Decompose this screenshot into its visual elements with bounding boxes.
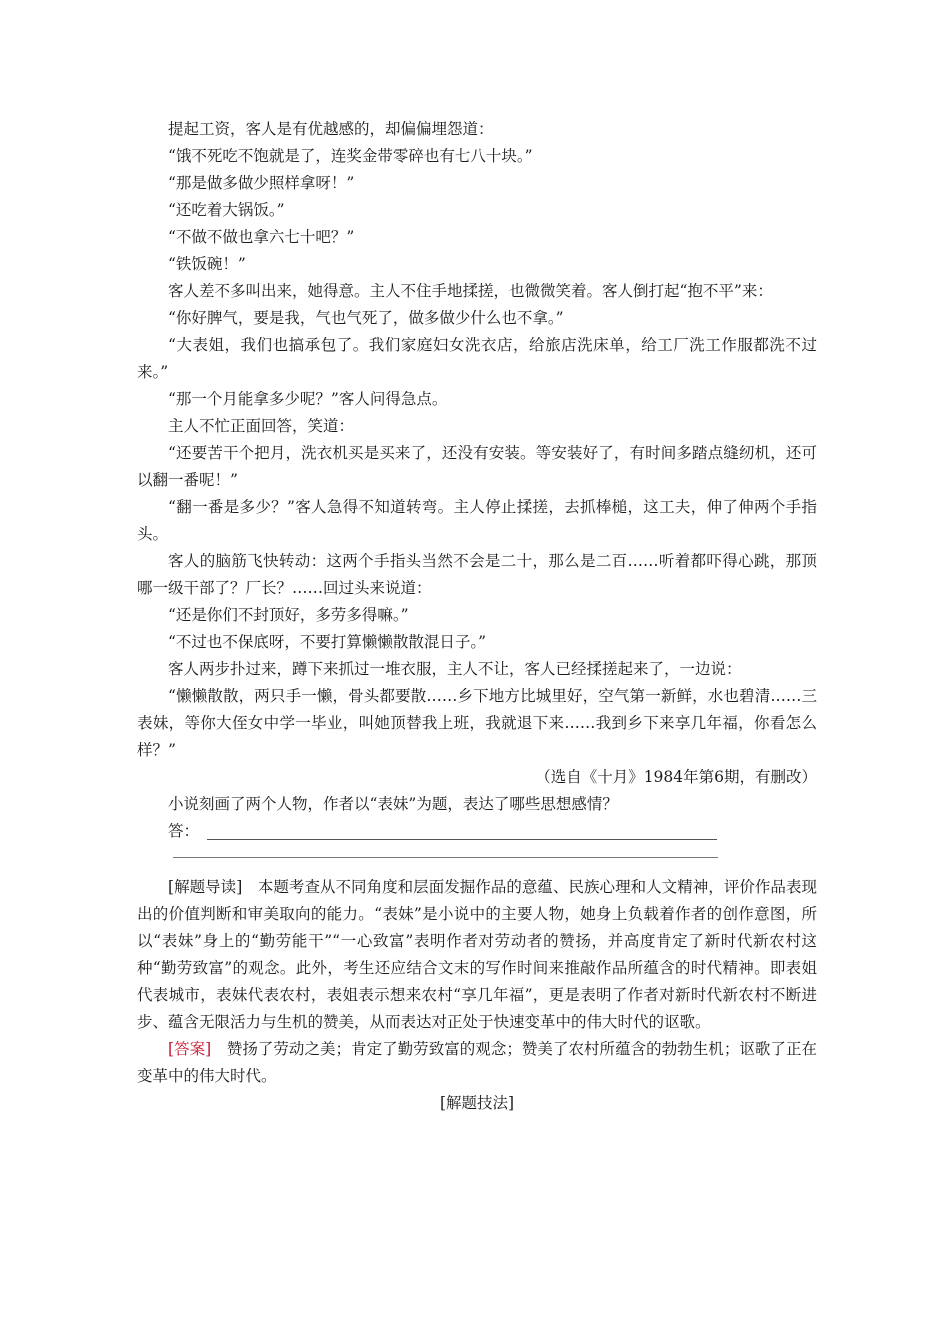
story-paragraph: “那一个月能拿多少呢？”客人问得急点。 xyxy=(168,390,448,408)
story-paragraph: “大表姐，我们也搞承包了。我们家庭妇女洗衣店，给旅店洗床单，给工厂洗工作服都洗不过来。” xyxy=(137,336,817,381)
story-paragraph: 提起工资，客人是有优越感的，却偏偏埋怨道： xyxy=(168,120,494,138)
answer-blank-2[interactable] xyxy=(173,845,718,858)
story-paragraph: “不过也不保底呀，不要打算懒懒散散混日子。” xyxy=(168,633,487,651)
answer-text: 赞扬了劳动之美；肯定了勤劳致富的观念；赞美了农村所蕴含的勃勃生机；讴歌了正在变革中的伟大时代。 xyxy=(137,1040,817,1085)
section-title: [解题技法] xyxy=(439,1094,515,1112)
answer-tag: [答案] xyxy=(168,1040,212,1058)
answer-paragraph xyxy=(137,1036,817,1090)
story-paragraph: 客人两步扑过来，蹲下来抓过一堆衣服，主人不让，客人已经揉搓起来了，一边说： xyxy=(168,660,742,678)
analysis-paragraph xyxy=(137,874,817,1036)
question-text: 小说刻画了两个人物，作者以“表妹”为题，表达了哪些思想感情？ xyxy=(168,795,618,813)
story-paragraph: “你好脾气，要是我，气也气死了，做多做少什么也不拿。” xyxy=(168,309,564,327)
source-citation: （选自《十月》1984年第6期，有删改） xyxy=(535,768,817,786)
story-paragraph: “那是做多做少照样拿呀！” xyxy=(168,174,355,192)
story-paragraph: “翻一番是多少？”客人急得不知道转弯。主人停止揉搓，去抓棒槌，这工夫，伸了伸两个手指头。 xyxy=(137,498,817,543)
answer-label: 答： xyxy=(168,822,200,840)
story-paragraph: “还要苦干个把月，洗衣机买是买来了，还没有安装。等安装好了，有时间多踏点缝纫机，还可以翻一番呢！” xyxy=(137,444,817,489)
story-paragraph: “铁饭碗！” xyxy=(168,255,246,273)
story-paragraph: “饿不死吃不饱就是了，连奖金带零碎也有七八十块。” xyxy=(168,147,533,165)
story-paragraph: 客人差不多叫出来，她得意。主人不住手地揉搓，也微微笑着。客人倒打起“抱不平”来： xyxy=(168,282,773,300)
story-paragraph: “还吃着大锅饭。” xyxy=(168,201,285,219)
story-paragraph: 主人不忙正面回答，笑道： xyxy=(168,417,355,435)
story-paragraph: “还是你们不封顶好，多劳多得嘛。” xyxy=(168,606,409,624)
answer-line xyxy=(137,818,817,845)
story-excerpt xyxy=(137,116,817,764)
story-paragraph: “懒懒散散，两只手一懒，骨头都要散……乡下地方比城里好，空气第一新鲜，水也碧清……三表妹，等你大侄女中学一毕业，叫她顶替我上班，我就退下来……我到乡下来享几年福，你看怎么样？” xyxy=(137,687,817,759)
document-page xyxy=(137,116,817,1117)
analysis-text: 本题考查从不同角度和层面发掘作品的意蕴、民族心理和人文精神，评价作品表现出的价值判断和审美取向的能力。“表妹”是小说中的主要人物，她身上负载着作者的创作意图，所以“表妹”身上的“勤劳能干”“一心致富”表明作者对劳动者的赞扬，并高度肯定了新时代新农村这种“勤劳致富”的观念。此外，考生还应结合文末的写作时间来推敲作品所蕴含的时代精神。即表姐代表城市，表妹代表农村，表姐表示想来农村“享几年福”，更是表明了作者对新时代新农村不断进步、蕴含无限活力与生机的赞美，从而表达对正处于快速变革中的伟大时代的讴歌。 xyxy=(137,878,817,1031)
analysis-tag: [解题导读] xyxy=(168,878,243,896)
story-paragraph: 客人的脑筋飞快转动：这两个手指头当然不会是二十，那么是二百……听着都吓得心跳，那顶哪一级干部了？厂长？……回过头来说道： xyxy=(137,552,817,597)
story-paragraph: “不做不做也拿六七十吧？” xyxy=(168,228,355,246)
answer-blank[interactable] xyxy=(207,839,717,840)
